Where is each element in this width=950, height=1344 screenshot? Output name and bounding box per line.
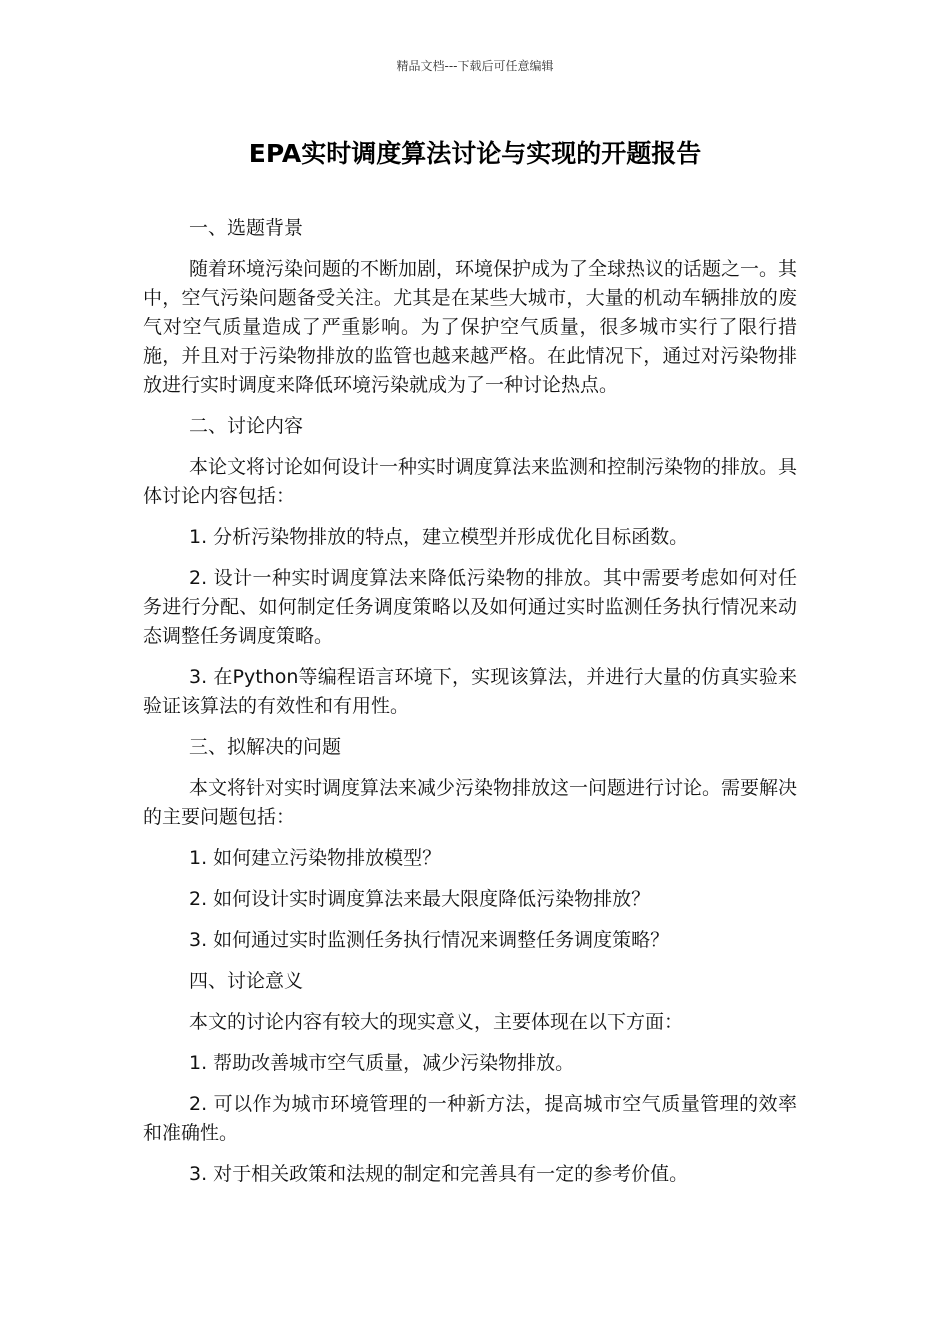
significance-intro: 本文的讨论内容有较大的现实意义，主要体现在以下方面： [189,1011,684,1033]
background-paragraph: 随着环境污染问题的不断加剧，环境保护成为了全球热议的话题之一。其中，空气污染问题备受关注。尤其是在某些大城市，大量的机动车辆排放的废气对空气质量造成了严重影响。为了保护空气质量，很多城市实行了限行措施，并且对于污染物排放的监管也越来越严格。在此情况下，通过对污染物排放进行实时调度来降低环境污染就成为了一种讨论热点。 [143,258,798,396]
page-header: 精品文档---下载后可任意编辑 [396,59,554,73]
document-body [143,214,797,1201]
content-item: 3. 在Python等编程语言环境下，实现该算法，并进行大量的仿真实验来验证该算法的有效性和有用性。 [143,666,797,717]
content-item: 2. 设计一种实时调度算法来降低污染物的排放。其中需要考虑如何对任务进行分配、如何制定任务调度策略以及如何通过实时监测任务执行情况来动态调整任务调度策略。 [143,567,797,647]
section-heading-background: 一、选题背景 [189,217,304,239]
significance-item: 3. 对于相关政策和法规的制定和完善具有一定的参考价值。 [189,1163,689,1185]
significance-item: 2. 可以作为城市环境管理的一种新方法，提高城市空气质量管理的效率和准确性。 [143,1093,797,1144]
problem-item: 3. 如何通过实时监测任务执行情况来调整任务调度策略？ [189,929,670,951]
significance-item: 1. 帮助改善城市空气质量，减少污染物排放。 [189,1052,575,1074]
content-intro: 本论文将讨论如何设计一种实时调度算法来监测和控制污染物的排放。具体讨论内容包括： [143,456,798,507]
problems-intro: 本文将针对实时调度算法来减少污染物排放这一问题进行讨论。需要解决的主要问题包括： [143,777,798,828]
problem-item: 2. 如何设计实时调度算法来最大限度降低污染物排放？ [189,888,651,910]
document-title: EPA实时调度算法讨论与实现的开题报告 [248,139,702,168]
section-heading-problems: 三、拟解决的问题 [189,736,342,758]
section-heading-significance: 四、讨论意义 [189,970,304,992]
section-heading-content: 二、讨论内容 [189,415,304,437]
content-item: 1. 分析污染物排放的特点，建立模型并形成优化目标函数。 [189,526,689,548]
problem-item: 1. 如何建立污染物排放模型？ [189,847,442,869]
